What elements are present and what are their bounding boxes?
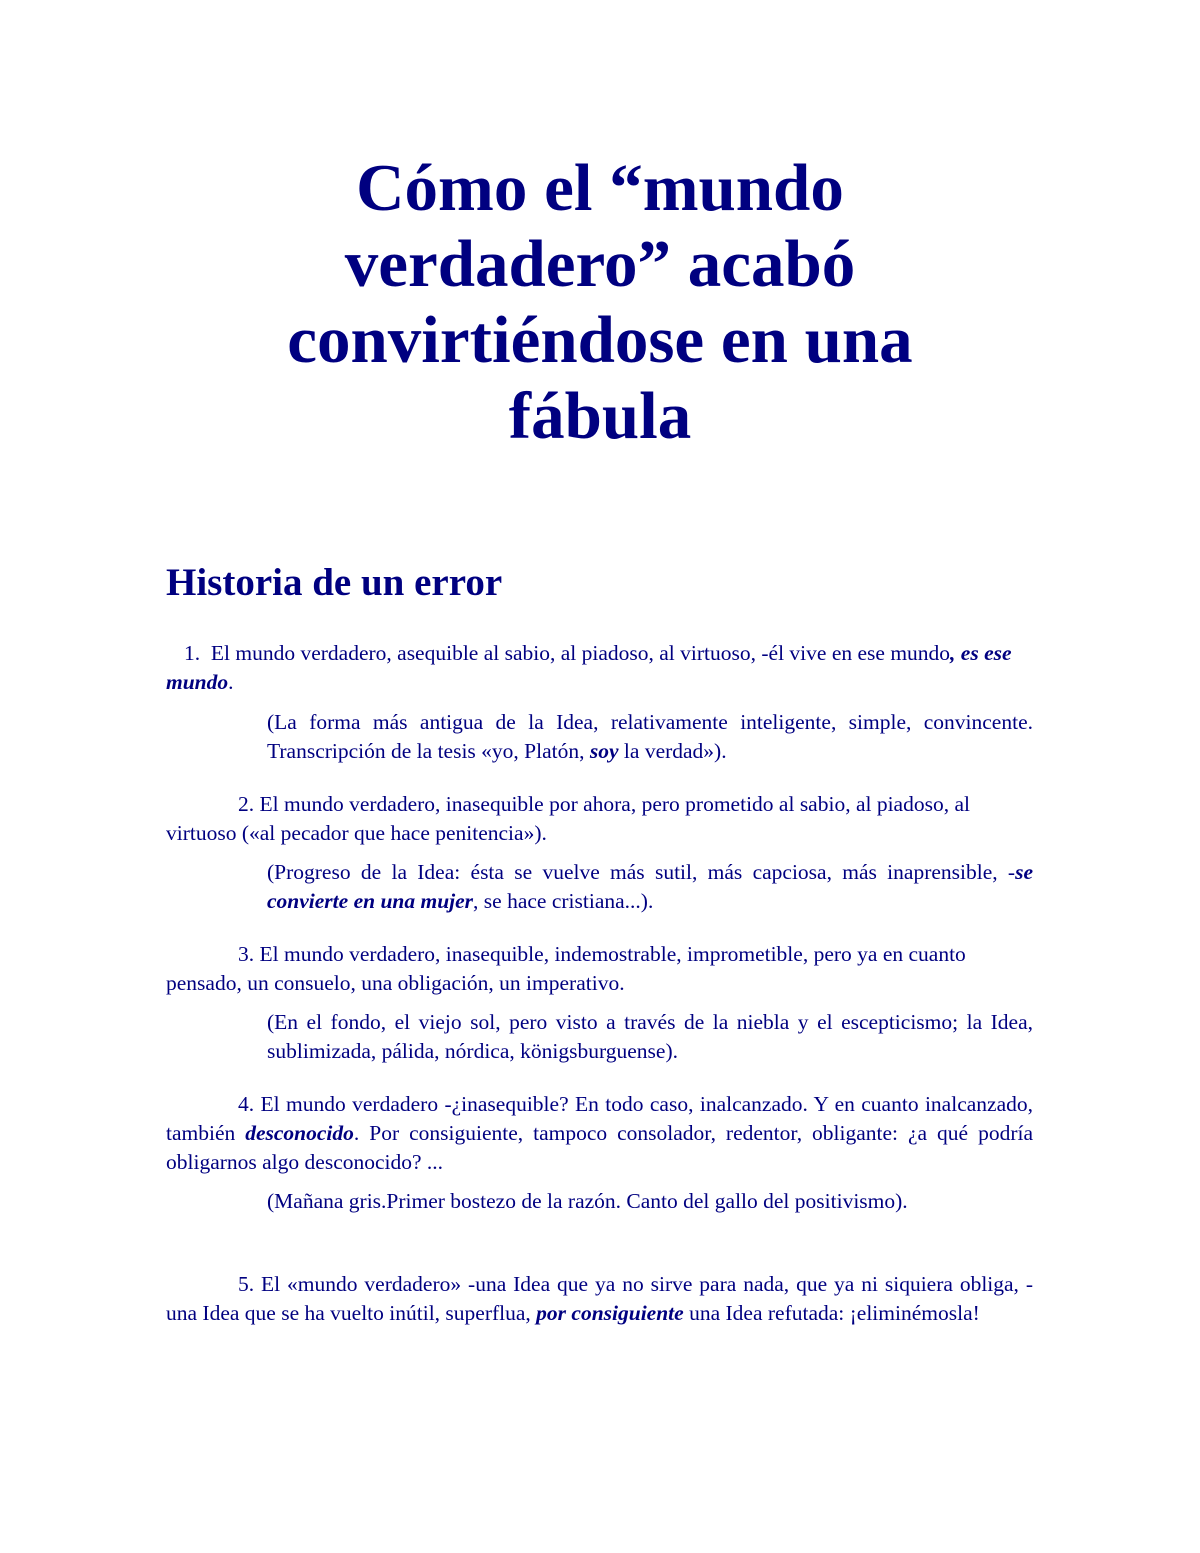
note-text: (La forma más antigua de la Idea, relativamente inteligente, simple, convincente. Transcripción de la tesis «yo, Platón, bbox=[267, 710, 1033, 763]
title-line: fábula bbox=[508, 379, 692, 453]
list-item-4 bbox=[166, 1090, 1033, 1177]
title-line: verdadero” acabó bbox=[344, 227, 856, 301]
item-emphasis: desconocido bbox=[245, 1121, 354, 1145]
list-item-2 bbox=[166, 790, 1033, 848]
item-text-end: . bbox=[228, 670, 234, 694]
item-text: El mundo verdadero, inasequible por ahora, pero prometido al sabio, al piadoso, al virtuoso («al pecador que hace penitencia»). bbox=[166, 792, 970, 845]
note-text: (En el fondo, el viejo sol, pero visto a través de la niebla y el escepticismo; la Idea, sublimizada, pálida, nórdica, königsburguense). bbox=[267, 1010, 1033, 1063]
note-text: (Progreso de la Idea: ésta se vuelve más sutil, más capciosa, más inaprensible, - bbox=[267, 860, 1016, 884]
section-heading: Historia de un error bbox=[166, 561, 503, 604]
list-item-3 bbox=[166, 940, 1033, 998]
note-text-end: la verdad»). bbox=[618, 739, 727, 763]
item-number: 3. bbox=[238, 942, 255, 966]
list-item-1 bbox=[166, 639, 1033, 697]
title-line: convirtiéndose en una bbox=[287, 303, 913, 377]
item-note-2 bbox=[267, 858, 1033, 916]
title-line: Cómo el “mundo bbox=[356, 151, 844, 225]
item-emphasis: , es ese mundo bbox=[166, 641, 1012, 694]
note-text: (Mañana gris.Primer bostezo de la razón. Canto del gallo del positivismo). bbox=[267, 1189, 908, 1213]
item-text: El «mundo verdadero» -una Idea que ya no sirve para nada, que ya ni siquiera obliga, -una Idea que se ha vuelto inútil, superflua, bbox=[166, 1272, 1033, 1325]
item-number: 2. bbox=[238, 792, 255, 816]
item-note-3 bbox=[267, 1008, 1033, 1066]
note-text-end: , se hace cristiana...). bbox=[473, 889, 654, 913]
document-title bbox=[150, 150, 1050, 454]
item-text: El mundo verdadero, asequible al sabio, al piadoso, al virtuoso, -él vive en ese mundo bbox=[210, 641, 951, 665]
item-number: 1. bbox=[184, 641, 201, 665]
item-number: 4. bbox=[238, 1092, 255, 1116]
item-emphasis: por consiguiente bbox=[536, 1301, 684, 1325]
item-text-end: una Idea refutada: ¡eliminémosla! bbox=[683, 1301, 980, 1325]
item-note-4 bbox=[267, 1187, 1033, 1216]
item-text-end: . Por consiguiente, tampoco consolador, redentor, obligante: ¿a qué podría obligarnos algo desconocido? ... bbox=[166, 1121, 1033, 1174]
list-item-5 bbox=[166, 1270, 1033, 1328]
note-emphasis: soy bbox=[589, 739, 619, 763]
item-text: El mundo verdadero, inasequible, indemostrable, imprometible, pero ya en cuanto pensado, un consuelo, una obligación, un imperativo. bbox=[166, 942, 966, 995]
item-note-1 bbox=[267, 708, 1033, 766]
item-number: 5. bbox=[238, 1272, 255, 1296]
item-text: El mundo verdadero -¿inasequible? En todo caso, inalcanzado. Y en cuanto inalcanzado, también bbox=[166, 1092, 1033, 1145]
note-emphasis: se convierte en una mujer bbox=[267, 860, 1033, 913]
